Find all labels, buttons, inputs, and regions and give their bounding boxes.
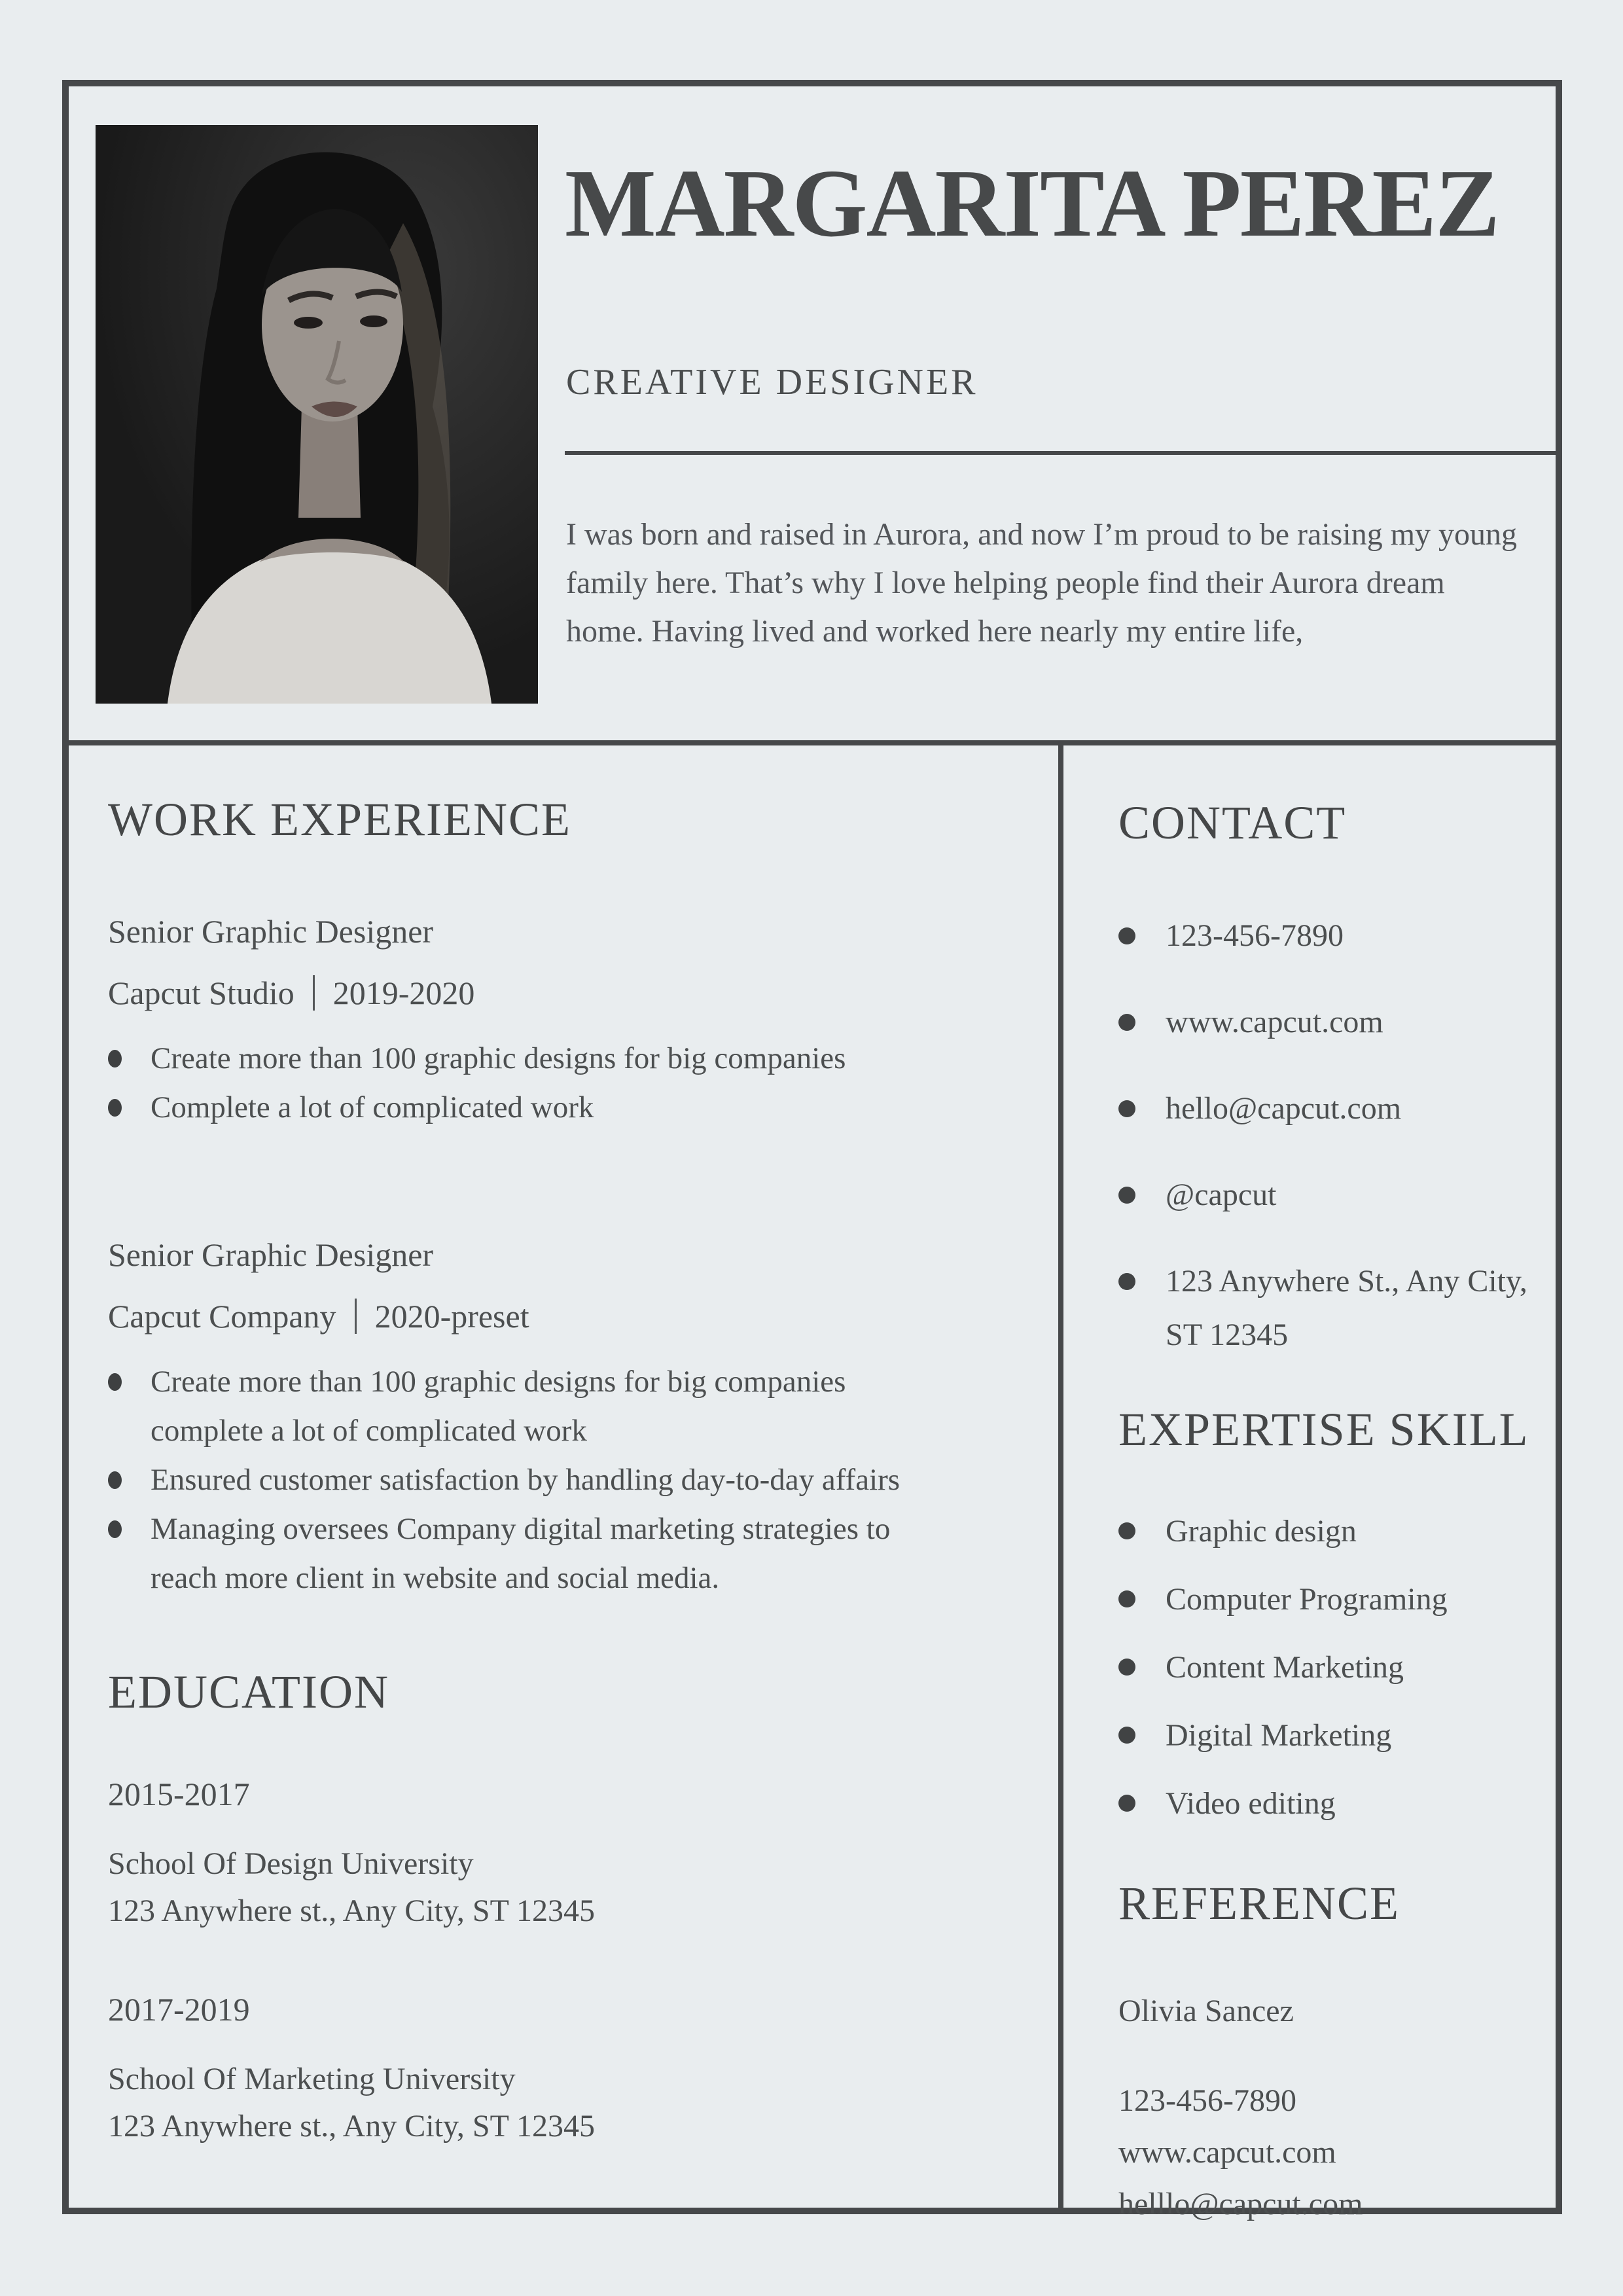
contact-email: hello@capcut.com [1166, 1091, 1402, 1126]
job-entry [108, 1236, 1026, 1603]
contact-website: www.capcut.com [1166, 1005, 1383, 1039]
contact-heading: CONTACT [1118, 797, 1347, 849]
list-item [108, 1505, 939, 1603]
reference-details [1118, 2075, 1540, 2230]
education-section [108, 1665, 1026, 2150]
education-school: School Of Design University [108, 1846, 474, 1881]
bullet-icon [1118, 1659, 1135, 1676]
reference-email: helllo@capcut.com [1118, 2187, 1363, 2221]
list-item [1118, 1651, 1540, 1685]
job-bullet-list [108, 1034, 1026, 1132]
education-period: 2017-2019 [108, 1991, 250, 2028]
period-separator [355, 1299, 357, 1334]
bullet-text: Managing oversees Company digital marketing strategies to reach more client in website and social media. [151, 1512, 891, 1595]
list-item [108, 1357, 939, 1456]
bullet-icon [108, 1520, 122, 1538]
person-name: MARGARITA PEREZ [565, 150, 1499, 257]
bullet-icon [1118, 1187, 1135, 1204]
skill-label: Graphic design [1166, 1514, 1357, 1549]
bullet-icon [108, 1050, 122, 1067]
list-item [1118, 909, 1540, 963]
person-job-title: CREATIVE DESIGNER [566, 362, 978, 403]
reference-section [1118, 1876, 1540, 2230]
list-item [108, 1034, 939, 1083]
bullet-icon [1118, 1014, 1135, 1031]
job-bullet-list [108, 1357, 1026, 1603]
education-address: 123 Anywhere st., Any City, ST 12345 [108, 2109, 596, 2144]
left-column [69, 745, 1063, 2208]
bullet-icon [1118, 1795, 1135, 1812]
contact-handle: @capcut [1166, 1177, 1277, 1212]
education-entry [108, 1775, 1026, 1935]
contact-list [1118, 909, 1540, 1362]
list-item [108, 1083, 939, 1132]
skill-label: Content Marketing [1166, 1650, 1404, 1685]
body-columns [69, 745, 1556, 2221]
header [69, 86, 1556, 745]
bullet-icon [108, 1099, 122, 1117]
job-title: Senior Graphic Designer [108, 1236, 434, 1273]
bullet-icon [1118, 1522, 1135, 1539]
profile-photo [96, 125, 538, 704]
bullet-text: Ensured customer satisfaction by handling day-to-day affairs [151, 1463, 901, 1497]
contact-phone: 123-456-7890 [1166, 918, 1344, 953]
bullet-icon [108, 1373, 122, 1391]
list-item [1118, 1583, 1540, 1617]
job-company-line [108, 1297, 1026, 1335]
job-title: Senior Graphic Designer [108, 913, 434, 950]
list-item [1118, 996, 1540, 1049]
list-item [1118, 1787, 1540, 1821]
bullet-icon [1118, 1727, 1135, 1744]
expertise-list [1118, 1515, 1540, 1821]
list-item [1118, 1168, 1540, 1222]
expertise-section [1118, 1403, 1540, 1821]
job-period: 2019-2020 [332, 975, 475, 1011]
profile-photo-illustration [96, 125, 538, 704]
reference-website: www.capcut.com [1118, 2135, 1336, 2170]
education-school: School Of Marketing University [108, 2062, 516, 2096]
bullet-text: Create more than 100 graphic designs for big companies [151, 1041, 846, 1075]
education-heading: EDUCATION [108, 1666, 389, 1718]
bio-paragraph: I was born and raised in Aurora, and now I’m proud to be raising my young family here. That’s why I love helping people find their Aurora dream home. Having lived and worked here nearly my entire life, [566, 517, 1518, 649]
skill-label: Digital Marketing [1166, 1718, 1392, 1753]
list-item [1118, 1082, 1540, 1136]
reference-phone: 123-456-7890 [1118, 2083, 1296, 2118]
list-item [108, 1456, 939, 1505]
job-period: 2020-preset [374, 1298, 529, 1335]
reference-heading: REFERENCE [1118, 1877, 1400, 1929]
education-entry [108, 1990, 1026, 2150]
skill-label: Computer Programing [1166, 1582, 1448, 1617]
subtitle-divider [565, 451, 1556, 455]
bullet-icon [1118, 1273, 1135, 1290]
contact-address: 123 Anywhere St., Any City, ST 12345 [1166, 1264, 1527, 1352]
bullet-icon [1118, 1100, 1135, 1117]
expertise-heading: EXPERTISE SKILL [1118, 1403, 1529, 1456]
list-item [1118, 1515, 1540, 1549]
list-item [1118, 1719, 1540, 1753]
list-item [1118, 1255, 1540, 1362]
period-separator [313, 975, 315, 1011]
resume-frame [62, 80, 1562, 2221]
education-period: 2015-2017 [108, 1776, 250, 1812]
education-address: 123 Anywhere st., Any City, ST 12345 [108, 1893, 596, 1928]
reference-name: Olivia Sancez [1118, 1994, 1294, 2028]
bullet-icon [108, 1471, 122, 1489]
job-entry [108, 912, 1026, 1132]
bullet-text: Create more than 100 graphic designs for big companies complete a lot of complicated work [151, 1365, 846, 1448]
job-company: Capcut Company [108, 1298, 336, 1335]
job-company-line [108, 974, 1026, 1012]
bullet-icon [1118, 927, 1135, 944]
work-experience-heading: WORK EXPERIENCE [108, 793, 571, 846]
bullet-text: Complete a lot of complicated work [151, 1090, 594, 1124]
right-column [1063, 745, 1556, 2221]
bullet-icon [1118, 1590, 1135, 1607]
skill-label: Video editing [1166, 1786, 1336, 1821]
job-company: Capcut Studio [108, 975, 294, 1011]
